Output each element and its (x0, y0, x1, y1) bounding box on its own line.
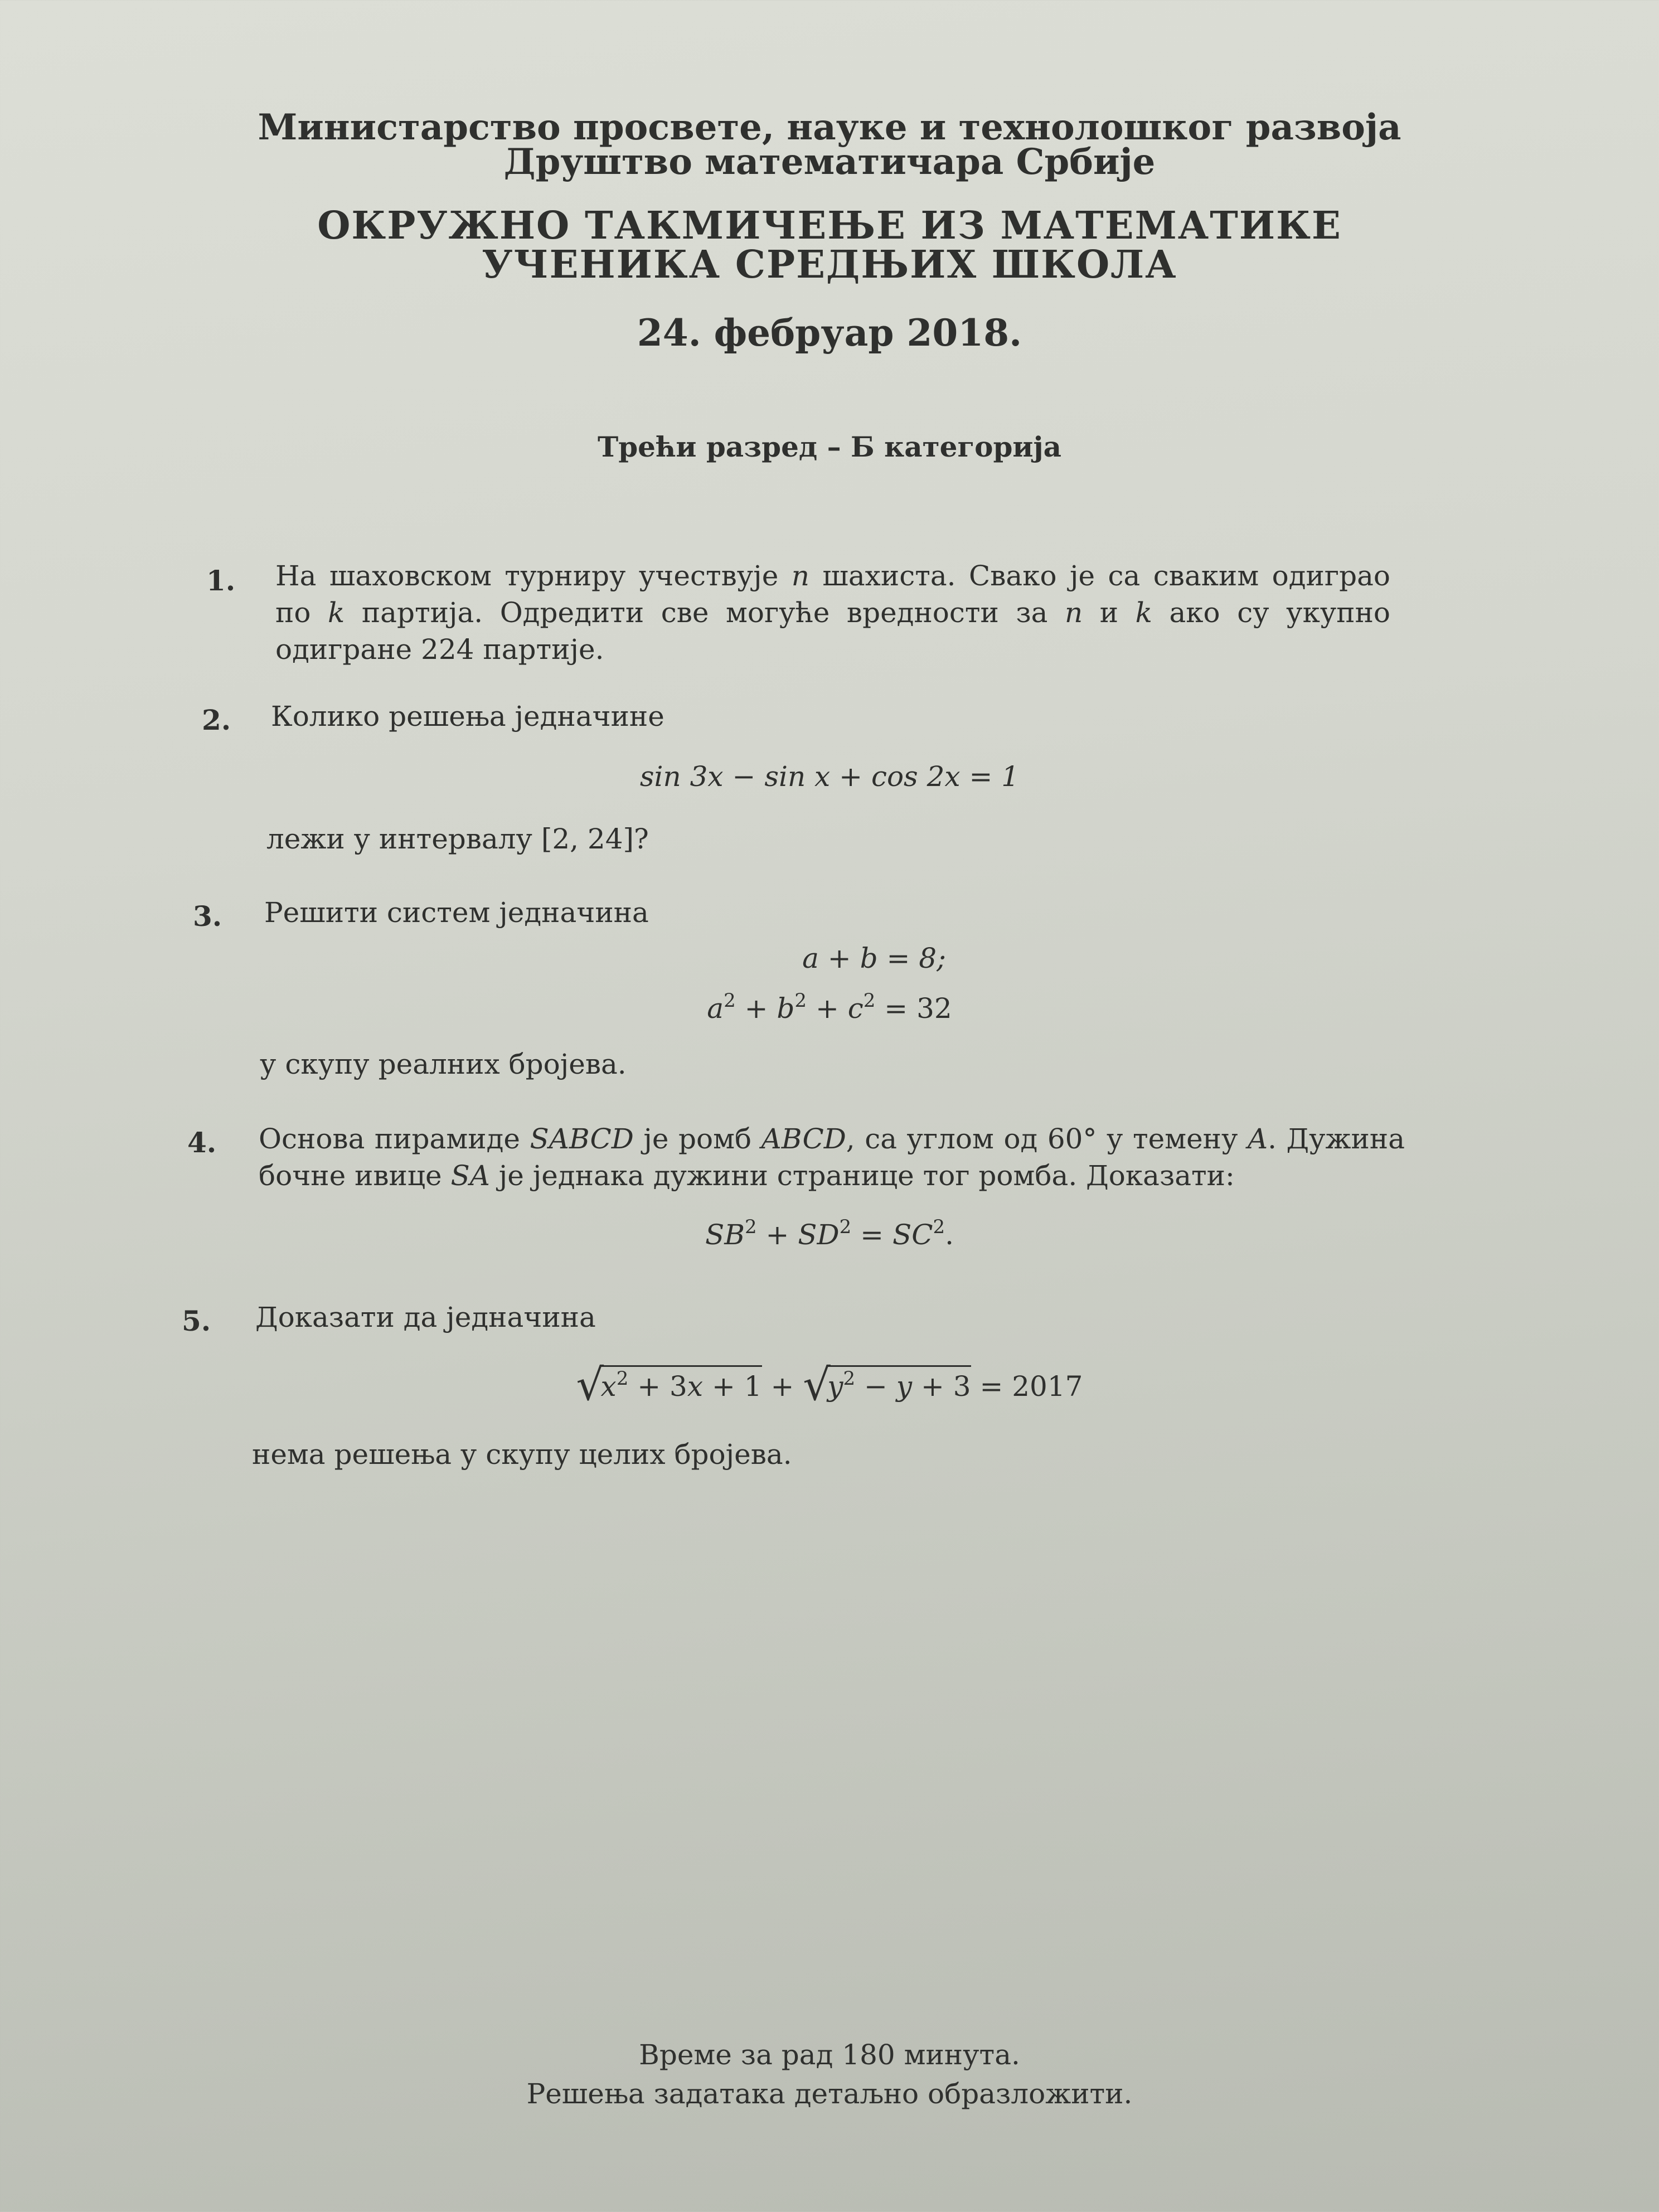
problem-5-number: 5. (182, 1304, 211, 1337)
problem-3-outro: у скупу реалних бројева. (260, 1048, 627, 1080)
problem-1-number: 1. (206, 564, 236, 597)
problem-3-number: 3. (193, 900, 222, 933)
problem-5-intro: Доказати да једначина (255, 1301, 596, 1333)
problem-5-outro: нема решења у скупу целих бројева. (252, 1438, 792, 1471)
square-root-symbol: √ $y^2 - y + 3$ (803, 1360, 971, 1410)
problem-4-number: 4. (187, 1126, 217, 1159)
exam-date: 24. фебруар 2018. (637, 311, 1022, 355)
time-limit-note: Време за рад 180 минута. (639, 2039, 1020, 2071)
explain-solutions-note: Решења задатака детаљно образложити. (526, 2078, 1133, 2110)
competition-title-line1: ОКРУЖНО ТАКМИЧЕЊЕ ИЗ МАТЕМАТИКЕ (317, 203, 1342, 248)
problem-3-equation-1: a + b = 8; (802, 942, 946, 974)
problem-1-text: На шаховском турниру учествује n шахиста. Свако је са сваким одиграо по k партија. Одредити све могуће вредности за n и k ако су укупно одигране 224 партије. (275, 560, 1390, 666)
problem-2-number: 2. (202, 704, 231, 736)
problem-3-equation-2: $a^2 + b^2 + c^2 = 32$ (707, 989, 952, 1025)
problem-4-equation: $SB^2 + SD^2 = SC^2$. (705, 1216, 954, 1251)
competition-title-line2: УЧЕНИКА СРЕДЊИХ ШКОЛА (482, 242, 1177, 287)
problem-4-text: Основа пирамиде SABCD је ромб ABCD, са углом од 60° у темену A. Дужина бочне ивице SA је једнака дужини странице тог ромба. Доказати: (259, 1123, 1405, 1192)
problem-5-equation: √ $x^2 + 3x + 1$ + √ $y^2 - y + 3 = 2017$ (576, 1360, 1083, 1410)
problem-2-equation: sin 3x − sin x + cos 2x = 1 (639, 760, 1020, 793)
problem-2-intro: Колико решења једначине (271, 700, 664, 733)
society-line: Друштво математичара Србије (503, 141, 1156, 183)
ministry-line: Министарство просвете, науке и технолошког развоја (258, 106, 1401, 148)
grade-category: Трећи разред – Б категорија (598, 430, 1061, 463)
problem-3-intro: Решити систем једначина (264, 896, 649, 929)
square-root-symbol: √ $x^2 + 3x + 1$ (576, 1360, 762, 1410)
problem-2-outro: лежи у интервалу [2, 24]? (266, 823, 649, 855)
